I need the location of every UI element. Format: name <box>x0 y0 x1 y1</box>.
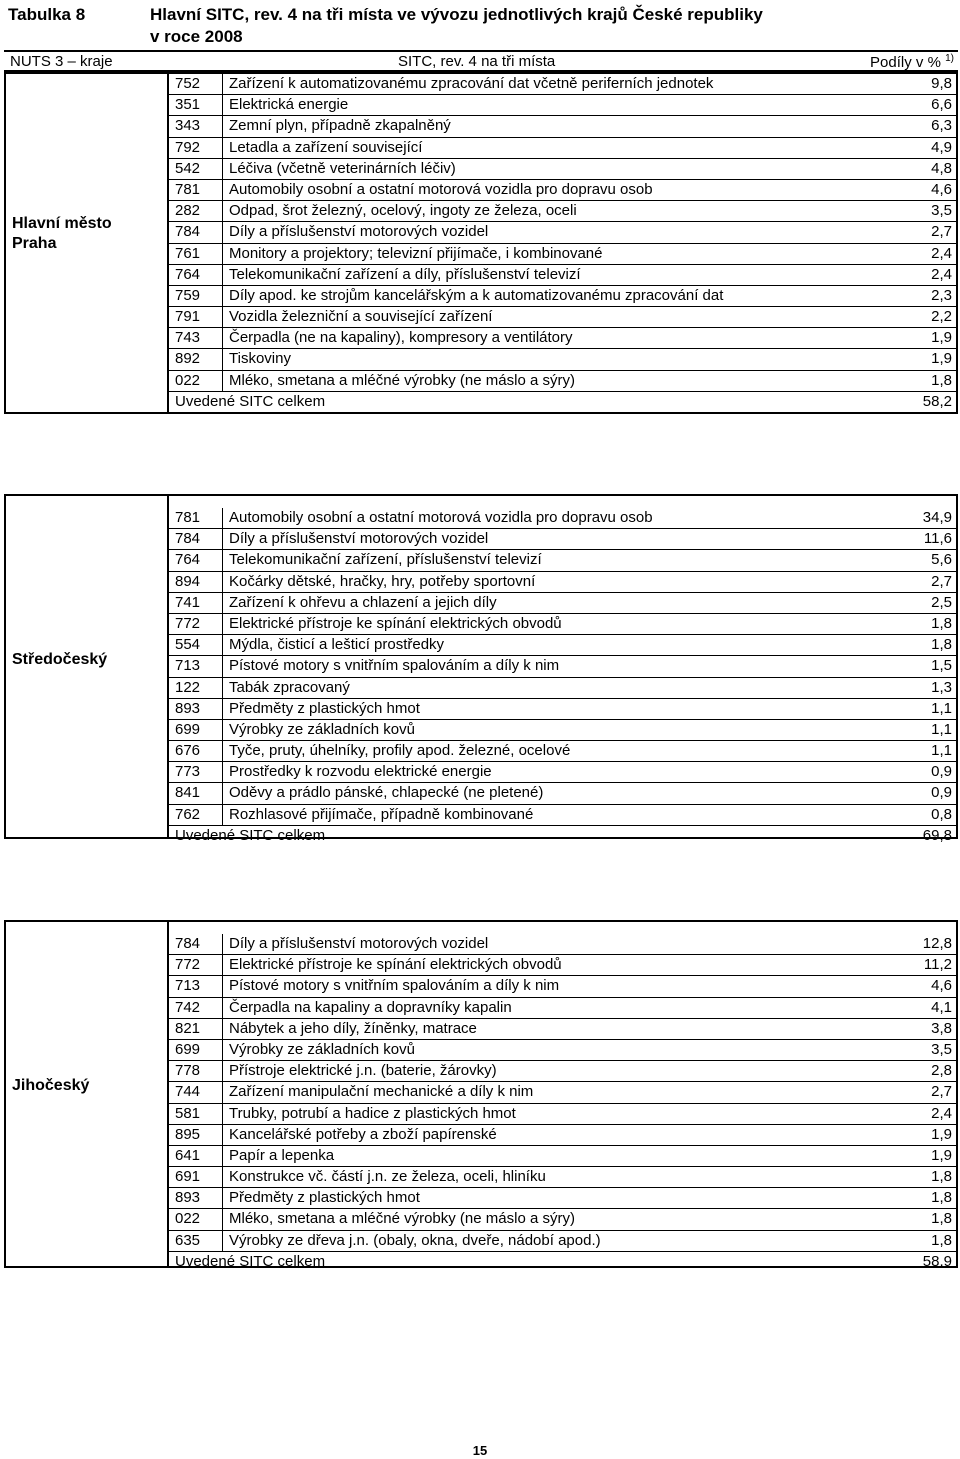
sitc-code: 778 <box>175 1061 223 1081</box>
total-label: Uvedené SITC celkem <box>175 1252 326 1270</box>
table-row <box>169 1188 956 1209</box>
sitc-code: 893 <box>175 699 223 719</box>
sitc-code: 343 <box>175 116 223 136</box>
region-name: Středočeský <box>12 651 108 668</box>
share-value: 1,8 <box>931 636 952 654</box>
share-value: 1,1 <box>931 742 952 760</box>
commodity-name: Rozhlasové přijímače, případně kombinované <box>229 805 534 823</box>
commodity-name: Čerpadla (ne na kapaliny), kompresory a ventilátory <box>229 329 573 347</box>
table-row <box>169 1231 956 1252</box>
share-value: 2,7 <box>931 223 952 241</box>
commodity-name: Kancelářské potřeby a zboží papírenské <box>229 1125 497 1143</box>
table-row <box>169 116 956 137</box>
commodity-name: Pístové motory s vnitřním spalováním a díly k nim <box>229 977 560 995</box>
table-row <box>169 572 956 593</box>
commodity-name: Léčiva (včetně veterinárních léčiv) <box>229 159 456 177</box>
total-row <box>169 1252 956 1273</box>
region-cell <box>6 496 169 837</box>
sitc-code: 764 <box>175 265 223 285</box>
share-value: 2,3 <box>931 286 952 304</box>
commodity-name: Zařízení manipulační mechanické a díly k nim <box>229 1083 534 1101</box>
commodity-name: Díly a příslušenství motorových vozidel <box>229 935 489 952</box>
sitc-code: 762 <box>175 805 223 825</box>
table-row <box>169 222 956 243</box>
share-value: 1,8 <box>931 1231 952 1249</box>
table-row <box>169 1146 956 1167</box>
commodity-name: Výrobky ze základních kovů <box>229 1040 415 1058</box>
share-value: 4,6 <box>931 180 952 198</box>
sitc-code: 781 <box>175 508 223 528</box>
commodity-name: Zařízení k ohřevu a chlazení a jejich díly <box>229 593 497 611</box>
sitc-code: 784 <box>175 529 223 549</box>
share-value: 5,6 <box>931 551 952 569</box>
share-value: 12,8 <box>922 935 952 952</box>
sitc-code: 781 <box>175 180 223 200</box>
commodity-name: Letadla a zařízení související <box>229 138 423 156</box>
total-label: Uvedené SITC celkem <box>175 826 326 844</box>
region-name: Praha <box>12 235 57 252</box>
sitc-code: 759 <box>175 286 223 306</box>
sitc-code: 821 <box>175 1019 223 1039</box>
commodity-name: Odpad, šrot železný, ocelový, ingoty ze železa, oceli <box>229 202 577 220</box>
commodity-name: Zemní plyn, případně zkapalněný <box>229 117 451 135</box>
commodity-name: Monitory a projektory; televizní přijímače, i kombinované <box>229 244 603 262</box>
share-value: 6,6 <box>931 96 952 114</box>
sitc-code: 282 <box>175 201 223 221</box>
table-row <box>169 159 956 180</box>
commodity-name: Zařízení k automatizovanému zpracování dat včetně periferních jednotek <box>229 75 714 92</box>
commodity-name: Automobily osobní a ostatní motorová vozidla pro dopravu osob <box>229 180 653 198</box>
sitc-code: 895 <box>175 1125 223 1145</box>
share-value: 1,9 <box>931 350 952 368</box>
sitc-code: 581 <box>175 1104 223 1124</box>
sitc-code: 554 <box>175 635 223 655</box>
commodity-name: Tiskoviny <box>229 350 291 368</box>
table-row <box>169 614 956 635</box>
total-share: 58,2 <box>922 392 952 410</box>
sitc-code: 122 <box>175 678 223 698</box>
commodity-name: Vozidla železniční a související zařízení <box>229 308 493 326</box>
commodity-name: Přístroje elektrické j.n. (baterie, žárovky) <box>229 1062 497 1080</box>
table-row <box>169 741 956 762</box>
sitc-code: 635 <box>175 1231 223 1251</box>
share-value: 1,9 <box>931 329 952 347</box>
sitc-code: 791 <box>175 307 223 327</box>
region-name: Jihočeský <box>12 1077 90 1094</box>
share-value: 1,9 <box>931 1125 952 1143</box>
table-row <box>169 180 956 201</box>
commodity-name: Tabák zpracovaný <box>229 678 350 696</box>
sitc-code: 542 <box>175 159 223 179</box>
table-row <box>169 349 956 370</box>
table-row <box>169 1019 956 1040</box>
sitc-code: 784 <box>175 934 223 954</box>
commodity-name: Tyče, pruty, úhelníky, profily apod. železné, ocelové <box>229 742 571 760</box>
sitc-code: 772 <box>175 955 223 975</box>
share-value: 1,1 <box>931 699 952 717</box>
sitc-code: 744 <box>175 1082 223 1102</box>
share-value: 4,6 <box>931 977 952 995</box>
title-line-2: v roce 2008 <box>150 27 243 46</box>
table-row <box>169 593 956 614</box>
region-cell <box>6 74 169 412</box>
sitc-code: 773 <box>175 762 223 782</box>
commodity-name: Výrobky ze základních kovů <box>229 720 415 738</box>
share-value: 1,8 <box>931 1168 952 1186</box>
share-value: 1,8 <box>931 371 952 389</box>
header-share <box>870 53 954 71</box>
share-value: 3,5 <box>931 1040 952 1058</box>
share-value: 9,8 <box>931 75 952 92</box>
commodity-name: Mléko, smetana a mléčné výrobky (ne máslo a sýry) <box>229 371 575 389</box>
table-row <box>169 286 956 307</box>
commodity-name: Mléko, smetana a mléčné výrobky (ne máslo a sýry) <box>229 1210 575 1228</box>
share-value: 2,8 <box>931 1062 952 1080</box>
table-row <box>169 1209 956 1230</box>
table-row <box>169 371 956 392</box>
share-value: 2,4 <box>931 1104 952 1122</box>
commodity-list <box>169 508 956 847</box>
sitc-code: 752 <box>175 74 223 94</box>
sitc-code: 892 <box>175 349 223 369</box>
share-value: 4,9 <box>931 138 952 156</box>
table-row <box>169 307 956 328</box>
section-stredocesky <box>4 494 958 844</box>
share-value: 4,8 <box>931 159 952 177</box>
share-value: 1,3 <box>931 678 952 696</box>
table-row <box>169 678 956 699</box>
table-row <box>169 74 956 95</box>
sitc-code: 691 <box>175 1167 223 1187</box>
table-row <box>169 1167 956 1188</box>
title-line-1: Hlavní SITC, rev. 4 na tři místa ve vývozu jednotlivých krajů České republiky <box>150 5 763 24</box>
table-row <box>169 934 956 955</box>
table-row <box>169 1040 956 1061</box>
section-jihocesky <box>4 920 958 1268</box>
commodity-name: Mýdla, čisticí a lešticí prostředky <box>229 636 445 654</box>
commodity-name: Telekomunikační zařízení, příslušenství televizí <box>229 551 542 569</box>
table-row <box>169 1125 956 1146</box>
sitc-code: 742 <box>175 998 223 1018</box>
total-row <box>169 826 956 847</box>
table-row <box>169 95 956 116</box>
share-value: 0,9 <box>931 763 952 781</box>
sitc-code: 743 <box>175 328 223 348</box>
commodity-name: Díly a příslušenství motorových vozidel <box>229 223 489 241</box>
sitc-code: 699 <box>175 720 223 740</box>
table-row <box>169 201 956 222</box>
share-value: 2,4 <box>931 265 952 283</box>
sitc-code: 676 <box>175 741 223 761</box>
sitc-code: 764 <box>175 550 223 570</box>
share-value: 3,8 <box>931 1019 952 1037</box>
total-row <box>169 392 956 413</box>
commodity-name: Telekomunikační zařízení a díly, příslušenství televizí <box>229 265 581 283</box>
sitc-code: 761 <box>175 244 223 264</box>
commodity-name: Trubky, potrubí a hadice z plastických hmot <box>229 1104 516 1122</box>
total-share: 69,8 <box>922 826 952 844</box>
table-row <box>169 244 956 265</box>
table-row <box>169 635 956 656</box>
table-row <box>169 1082 956 1103</box>
header-region: NUTS 3 – kraje <box>10 53 113 70</box>
table-row <box>169 720 956 741</box>
commodity-name: Automobily osobní a ostatní motorová vozidla pro dopravu osob <box>229 509 653 526</box>
table-row <box>169 529 956 550</box>
sitc-code: 713 <box>175 656 223 676</box>
total-share: 58,9 <box>922 1252 952 1270</box>
share-value: 1,9 <box>931 1146 952 1164</box>
share-value: 1,5 <box>931 657 952 675</box>
commodity-name: Elektrické přístroje ke spínání elektrických obvodů <box>229 956 562 974</box>
header-share-note: 1) <box>945 53 954 64</box>
sitc-code: 784 <box>175 222 223 242</box>
table-row <box>169 805 956 826</box>
table-row <box>169 550 956 571</box>
sitc-code: 894 <box>175 572 223 592</box>
sitc-code: 713 <box>175 976 223 996</box>
commodity-list <box>169 74 956 413</box>
table-row <box>169 762 956 783</box>
region-name: Hlavní město <box>12 215 112 232</box>
commodity-name: Oděvy a prádlo pánské, chlapecké (ne pletené) <box>229 784 544 802</box>
table-row <box>169 955 956 976</box>
sitc-code: 792 <box>175 138 223 158</box>
share-value: 1,8 <box>931 1189 952 1207</box>
share-value: 34,9 <box>922 509 952 526</box>
table-header <box>4 50 958 72</box>
sitc-code: 772 <box>175 614 223 634</box>
commodity-name: Díly apod. ke strojům kancelářským a k automatizovanému zpracování dat <box>229 286 724 304</box>
share-value: 4,1 <box>931 998 952 1016</box>
commodity-name: Předměty z plastických hmot <box>229 1189 420 1207</box>
section-praha <box>4 72 958 414</box>
share-value: 2,7 <box>931 572 952 590</box>
commodity-name: Elektrická energie <box>229 96 349 114</box>
commodity-name: Výrobky ze dřeva j.n. (obaly, okna, dveře, nádobí apod.) <box>229 1231 601 1249</box>
table-row <box>169 783 956 804</box>
table-row <box>169 508 956 529</box>
share-value: 2,4 <box>931 244 952 262</box>
header-sitc: SITC, rev. 4 na tři místa <box>398 53 556 70</box>
commodity-name: Kočárky dětské, hračky, hry, potřeby sportovní <box>229 572 536 590</box>
total-label: Uvedené SITC celkem <box>175 392 326 410</box>
share-value: 1,8 <box>931 1210 952 1228</box>
region-cell <box>6 922 169 1266</box>
share-value: 2,2 <box>931 308 952 326</box>
table-row <box>169 138 956 159</box>
share-value: 3,5 <box>931 202 952 220</box>
commodity-name: Papír a lepenka <box>229 1146 335 1164</box>
sitc-code: 841 <box>175 783 223 803</box>
table-row <box>169 1104 956 1125</box>
sitc-code: 641 <box>175 1146 223 1166</box>
sitc-code: 699 <box>175 1040 223 1060</box>
table-row <box>169 265 956 286</box>
header-share-label: Podíly v % <box>870 54 941 71</box>
table-row <box>169 998 956 1019</box>
commodity-name: Pístové motory s vnitřním spalováním a díly k nim <box>229 657 560 675</box>
sitc-code: 893 <box>175 1188 223 1208</box>
table-row <box>169 976 956 997</box>
share-value: 1,1 <box>931 720 952 738</box>
sitc-code: 351 <box>175 95 223 115</box>
share-value: 11,6 <box>923 530 952 548</box>
commodity-name: Prostředky k rozvodu elektrické energie <box>229 763 492 781</box>
share-value: 11,2 <box>923 956 952 974</box>
table-row <box>169 699 956 720</box>
commodity-list <box>169 934 956 1273</box>
commodity-name: Elektrické přístroje ke spínání elektrických obvodů <box>229 614 562 632</box>
commodity-name: Čerpadla na kapaliny a dopravníky kapalin <box>229 998 512 1016</box>
table-row <box>169 328 956 349</box>
table-row <box>169 656 956 677</box>
share-value: 6,3 <box>931 117 952 135</box>
share-value: 1,8 <box>931 614 952 632</box>
sitc-code: 022 <box>175 1209 223 1229</box>
sitc-code: 741 <box>175 593 223 613</box>
share-value: 0,8 <box>931 805 952 823</box>
commodity-name: Předměty z plastických hmot <box>229 699 420 717</box>
page-number: 15 <box>472 1443 488 1458</box>
share-value: 0,9 <box>931 784 952 802</box>
commodity-name: Díly a příslušenství motorových vozidel <box>229 530 489 548</box>
share-value: 2,5 <box>931 593 952 611</box>
share-value: 2,7 <box>931 1083 952 1101</box>
commodity-name: Nábytek a jeho díly, žíněnky, matrace <box>229 1019 477 1037</box>
table-label: Tabulka 8 <box>8 5 86 24</box>
commodity-name: Konstrukce vč. částí j.n. ze železa, oceli, hliníku <box>229 1168 546 1186</box>
table-row <box>169 1061 956 1082</box>
sitc-code: 022 <box>175 371 223 391</box>
